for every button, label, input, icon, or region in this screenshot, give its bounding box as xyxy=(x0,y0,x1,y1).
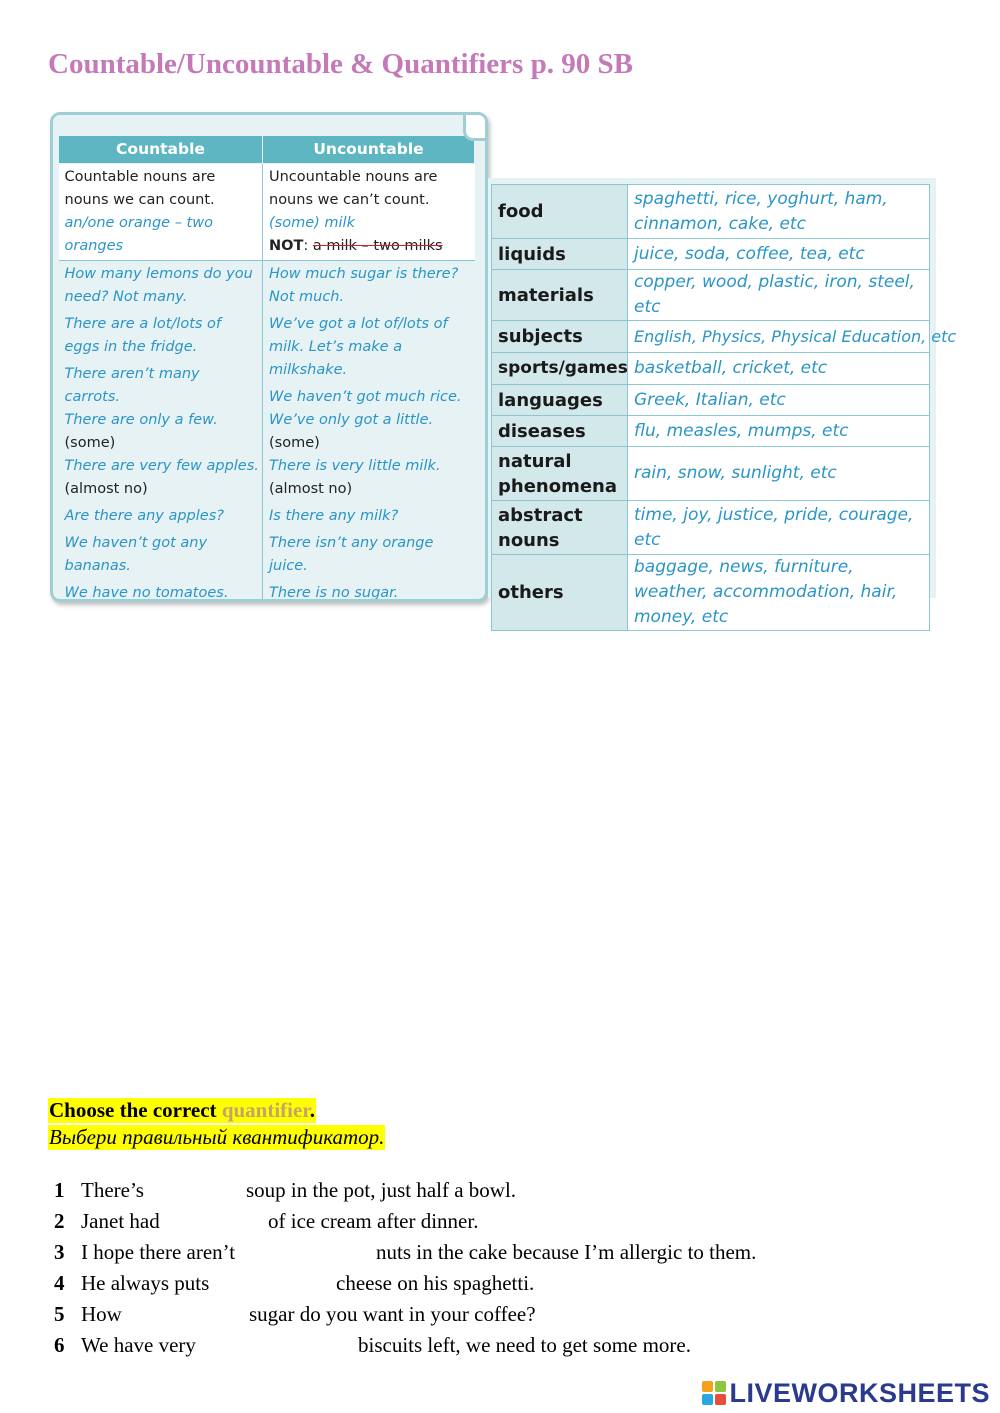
instruction-en xyxy=(48,1098,316,1123)
item-text-after: biscuits left, we need to get some more. xyxy=(358,1333,691,1357)
item-text-before: He always puts xyxy=(81,1271,210,1295)
countable-def-line2: nouns we can count. xyxy=(64,192,215,208)
categories-table xyxy=(491,184,957,631)
brand-text: LIVEWORKSHEETS xyxy=(729,1377,990,1408)
category-key: others xyxy=(492,555,628,631)
few-example-1: There aren’t many carrots. xyxy=(64,366,200,405)
exercise-item xyxy=(54,1209,934,1240)
item-number: 5 xyxy=(54,1302,65,1326)
category-key: natural phenomena xyxy=(492,447,628,501)
exercise-item xyxy=(54,1178,934,1209)
countable-def-example: an/one orange – two oranges xyxy=(64,215,213,254)
instruction-highlight: quantifier xyxy=(221,1098,310,1122)
category-row xyxy=(492,185,930,239)
category-key: subjects xyxy=(492,321,628,353)
countable-any-negative: We haven’t got any bananas. xyxy=(64,535,208,574)
category-row xyxy=(492,353,930,385)
category-row xyxy=(492,321,930,353)
countable-def-line1: Countable nouns are xyxy=(64,169,216,185)
exercise-item xyxy=(54,1271,934,1302)
item-text-after: of ice cream after dinner. xyxy=(268,1209,479,1233)
countable-uncountable-table xyxy=(58,135,475,602)
liveworksheets-logo-icon xyxy=(702,1381,726,1405)
exercise-item xyxy=(54,1302,934,1333)
category-value: time, joy, justice, pride, courage, etc xyxy=(628,501,930,555)
category-key: abstract nouns xyxy=(492,501,628,555)
item-text-before: How xyxy=(81,1302,122,1326)
uncountable-def-line2: nouns we can’t count. xyxy=(269,192,430,208)
countable-lots-example: There are a lot/lots of eggs in the fridge. xyxy=(64,316,222,355)
not-line: NOT: a milk – two milks xyxy=(269,238,443,254)
category-row xyxy=(492,385,930,416)
categories-panel xyxy=(488,178,957,627)
exercise-list xyxy=(54,1178,934,1364)
instruction-ru: Выбери правильный квантификатор. xyxy=(49,1125,385,1149)
countable-examples-cell xyxy=(59,261,263,603)
uncountable-examples-cell xyxy=(263,261,475,603)
item-text-after: cheese on his spaghetti. xyxy=(336,1271,535,1295)
uncountable-lots-example: We’ve got a lot of/lots of milk. Let’s make a milkshake. xyxy=(269,316,448,378)
countable-any-question: Are there any apples? xyxy=(64,508,224,524)
uncountable-some-note: (some) xyxy=(269,435,320,451)
category-value: rain, snow, sunlight, etc xyxy=(628,447,930,501)
category-key: diseases xyxy=(492,416,628,447)
liveworksheets-brand xyxy=(702,1379,990,1407)
item-number: 2 xyxy=(54,1209,65,1233)
category-key: liquids xyxy=(492,239,628,270)
item-text-before: I hope there aren’t xyxy=(81,1240,236,1264)
instruction-suffix: . xyxy=(309,1098,315,1122)
instruction-prefix: Choose the correct xyxy=(49,1098,222,1122)
item-number: 1 xyxy=(54,1178,65,1202)
category-row xyxy=(492,555,930,631)
uncountable-no-example: There is no sugar. xyxy=(269,585,399,601)
header-countable: Countable xyxy=(59,136,263,164)
uncountable-def-line1: Uncountable nouns are xyxy=(269,169,438,185)
item-text-after: sugar do you want in your coffee? xyxy=(249,1302,536,1326)
category-row xyxy=(492,270,930,321)
countable-definition-cell xyxy=(59,164,263,261)
uncountable-almost-no: (almost no) xyxy=(269,481,353,497)
countable-no-example: We have no tomatoes. xyxy=(64,585,229,601)
item-text-before: There’s xyxy=(81,1178,144,1202)
category-value: juice, soda, coffee, tea, etc xyxy=(628,239,930,270)
header-uncountable: Uncountable xyxy=(263,136,475,164)
category-row xyxy=(492,501,930,555)
item-number: 6 xyxy=(54,1333,65,1357)
page-title: Countable/Uncountable & Quantifiers p. 90 SB xyxy=(48,48,633,80)
item-number: 3 xyxy=(54,1240,65,1264)
exercise-instructions xyxy=(48,1098,385,1150)
item-text-before: Janet had xyxy=(81,1209,160,1233)
little-example-2: We’ve only got a little. xyxy=(269,412,434,428)
category-row xyxy=(492,416,930,447)
exercise-item xyxy=(54,1333,934,1364)
little-example-1: We haven’t got much rice. xyxy=(269,389,462,405)
not-struck-example: a milk – two milks xyxy=(312,238,443,254)
item-number: 4 xyxy=(54,1271,65,1295)
category-value: baggage, news, furniture, weather, accommodation, hair, money, etc xyxy=(628,555,930,631)
category-key: materials xyxy=(492,270,628,321)
category-key: sports/games xyxy=(492,353,628,385)
category-key: languages xyxy=(492,385,628,416)
category-value: copper, wood, plastic, iron, steel, etc xyxy=(628,270,930,321)
not-label: NOT xyxy=(269,238,304,254)
countable-almost-no: (almost no) xyxy=(64,481,148,497)
grammar-box xyxy=(50,112,488,602)
category-row xyxy=(492,447,930,501)
category-key: food xyxy=(492,185,628,239)
uncountable-def-example: (some) milk xyxy=(269,215,355,231)
uncountable-any-negative: There isn’t any orange juice. xyxy=(269,535,434,574)
category-row xyxy=(492,239,930,270)
exercise-item xyxy=(54,1240,934,1271)
category-value: spaghetti, rice, yoghurt, ham, cinnamon, cake, etc xyxy=(628,185,930,239)
very-little-example: There is very little milk. xyxy=(269,458,441,474)
category-value: basketball, cricket, etc xyxy=(628,353,930,385)
very-few-example: There are very few apples. xyxy=(64,458,259,474)
many-example: How many lemons do you need? Not many. xyxy=(64,266,253,305)
item-text-before: We have very xyxy=(81,1333,196,1357)
few-example-2: There are only a few. xyxy=(64,412,218,428)
uncountable-definition-cell xyxy=(263,164,475,261)
uncountable-any-question: Is there any milk? xyxy=(269,508,399,524)
item-text-after: soup in the pot, just half a bowl. xyxy=(246,1178,517,1202)
category-value: Greek, Italian, etc xyxy=(628,385,930,416)
category-value: flu, measles, mumps, etc xyxy=(628,416,930,447)
much-example: How much sugar is there? Not much. xyxy=(269,266,459,305)
item-text-after: nuts in the cake because I’m allergic to them. xyxy=(376,1240,757,1264)
category-value: English, Physics, Physical Education, etc xyxy=(628,321,930,353)
countable-some-note: (some) xyxy=(64,435,116,451)
